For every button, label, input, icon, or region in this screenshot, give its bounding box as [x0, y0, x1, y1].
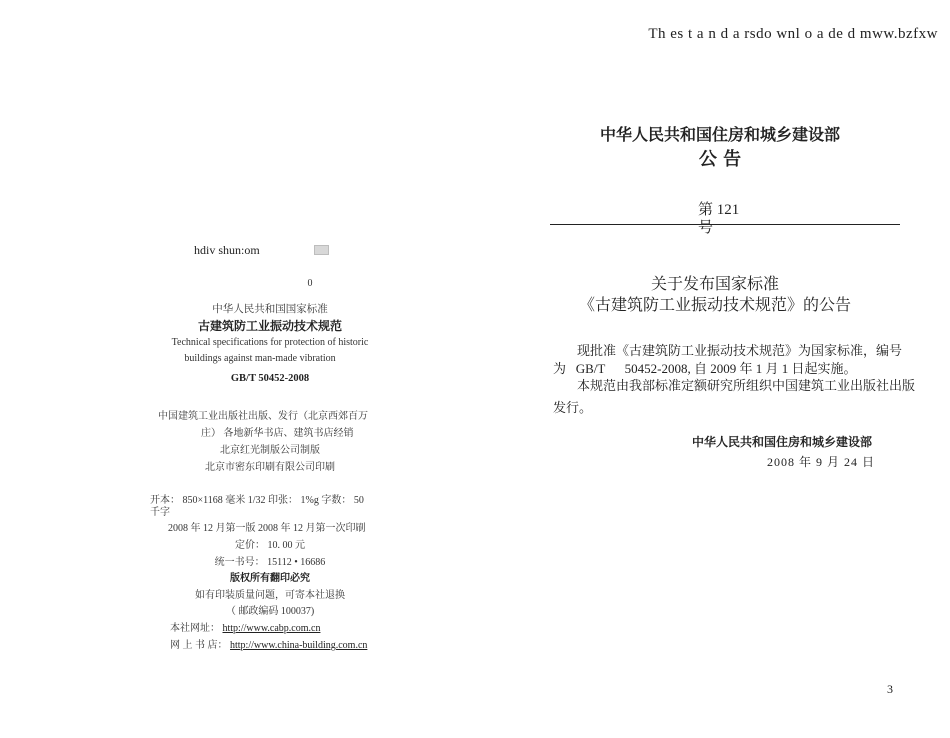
website-row [170, 619, 320, 634]
quality-notice: 如有印装质量问题，可寄本社退换 [195, 590, 345, 601]
subject-line-1: 关于发布国家标准 [650, 276, 779, 293]
edition-line: 2008 年 12 月第一版 2008 年 12 月第一次印刷 [168, 523, 366, 534]
header-divider [550, 224, 900, 225]
signature: 中华人民共和国住房和城乡建设部 [692, 435, 873, 449]
publisher-line-1: 中国建筑工业出版社出版、发行（北京西郊百万 [158, 411, 368, 422]
header-text: hdiv shun:om [194, 243, 260, 257]
body-line-1: 现批准《古建筑防工业振动技术规范》为国家标准，编号 [577, 343, 903, 358]
body-line-4: 发行。 [553, 400, 593, 415]
announcement-number-suffix: 号 [698, 220, 714, 236]
book-number-line: 统一书号： 15112 • 16686 [214, 557, 326, 568]
standard-title-cn: 古建筑防工业振动技术规范 [197, 319, 342, 333]
postcode-line: （ 邮政编码 100037) [225, 606, 315, 617]
ministry-title: 中华人民共和国住房和城乡建设部 [599, 125, 840, 144]
page-number: 3 [887, 682, 893, 696]
standard-title-en-2: buildings against man-made vibration [184, 353, 336, 364]
spec-line-1: 开本： 850×1168 毫米 1/32 印张： 1%g 字数： 50 [150, 495, 364, 506]
spec-line-2: 千字 [150, 507, 170, 518]
bookstore-link[interactable]: http://www.china-building.com.cn [230, 640, 368, 651]
website-label: 本社网址： [170, 623, 220, 634]
image-placeholder-icon [314, 245, 329, 255]
standard-code: GB/T 50452-2008 [230, 373, 310, 384]
standard-type: 中华人民共和国国家标准 [212, 304, 328, 315]
body-line-3: 本规范由我部标准定额研究所组织中国建筑工业出版社出版 [577, 378, 916, 393]
subject-line-2: 《古建筑防工业振动技术规范》的公告 [578, 297, 851, 314]
body-line-2: 为 GB/T 50452-2008, 自 2009 年 1 月 1 日起实施。 [553, 361, 857, 376]
website-link[interactable]: http://www.cabp.com.cn [222, 623, 321, 634]
publisher-line-2: 庄） 各地新华书店、建筑书店经销 [201, 428, 354, 439]
announcement-date: 2008 年 9 月 24 日 [767, 455, 876, 469]
watermark-text: Th es t a n d a rsdo wnl o a de d mww.bzfxw [648, 26, 938, 42]
announcement-number: 第 121 [698, 202, 740, 218]
bookstore-row [170, 636, 367, 651]
publisher-line-4: 北京市密东印刷有限公司印刷 [205, 462, 335, 473]
price-line: 定价： 10. 00 元 [235, 540, 305, 551]
copyright-line: 版权所有翻印必究 [230, 573, 310, 584]
standard-title-en-1: Technical specifications for protection of historic [171, 337, 369, 348]
zero-mark: 0 [307, 278, 313, 289]
bookstore-label: 网 上 书 店： [170, 640, 228, 651]
publisher-line-3: 北京红光制版公司制版 [220, 445, 320, 456]
announcement-heading: 公 告 [698, 149, 742, 170]
